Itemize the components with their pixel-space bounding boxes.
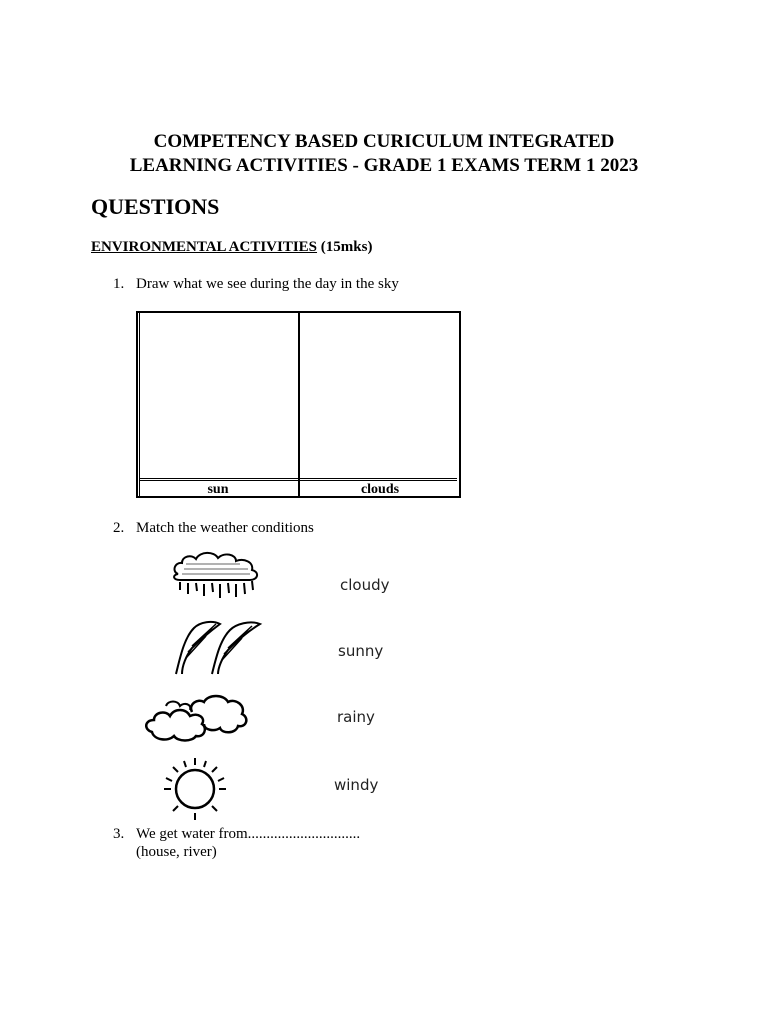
question-number: 1.	[113, 276, 125, 292]
weather-label-sunny: sunny	[338, 642, 384, 660]
question-number: 3.	[113, 826, 125, 842]
questions-heading: QUESTIONS	[91, 194, 220, 219]
rain-cloud-icon	[170, 548, 265, 604]
sun-icon	[160, 756, 230, 820]
exam-title	[0, 130, 768, 178]
section-heading	[91, 239, 372, 256]
question-text: Draw what we see during the day in the sky	[136, 276, 399, 292]
question-number: 2.	[113, 520, 125, 536]
clouds-icon	[142, 690, 252, 746]
wind-icon	[172, 618, 267, 678]
question-options: (house, river)	[136, 844, 217, 860]
section-name: ENVIRONMENTAL ACTIVITIES	[91, 239, 318, 255]
question-text: Match the weather conditions	[136, 520, 314, 536]
section-marks: (15mks)	[320, 239, 373, 255]
drawing-table	[136, 311, 461, 498]
weather-label-cloudy: cloudy	[340, 576, 390, 594]
weather-label-rainy: rainy	[337, 708, 375, 726]
table-divider	[298, 313, 300, 496]
title-line-2: LEARNING ACTIVITIES - GRADE 1 EXAMS TERM 1 2023	[129, 155, 639, 176]
column-label-sun: sun	[207, 482, 229, 497]
column-label-clouds: clouds	[360, 482, 400, 497]
weather-label-windy: windy	[334, 776, 379, 794]
question-text: We get water from..............................	[136, 826, 361, 842]
title-line-1: COMPETENCY BASED CURICULUM INTEGRATED	[153, 131, 615, 152]
